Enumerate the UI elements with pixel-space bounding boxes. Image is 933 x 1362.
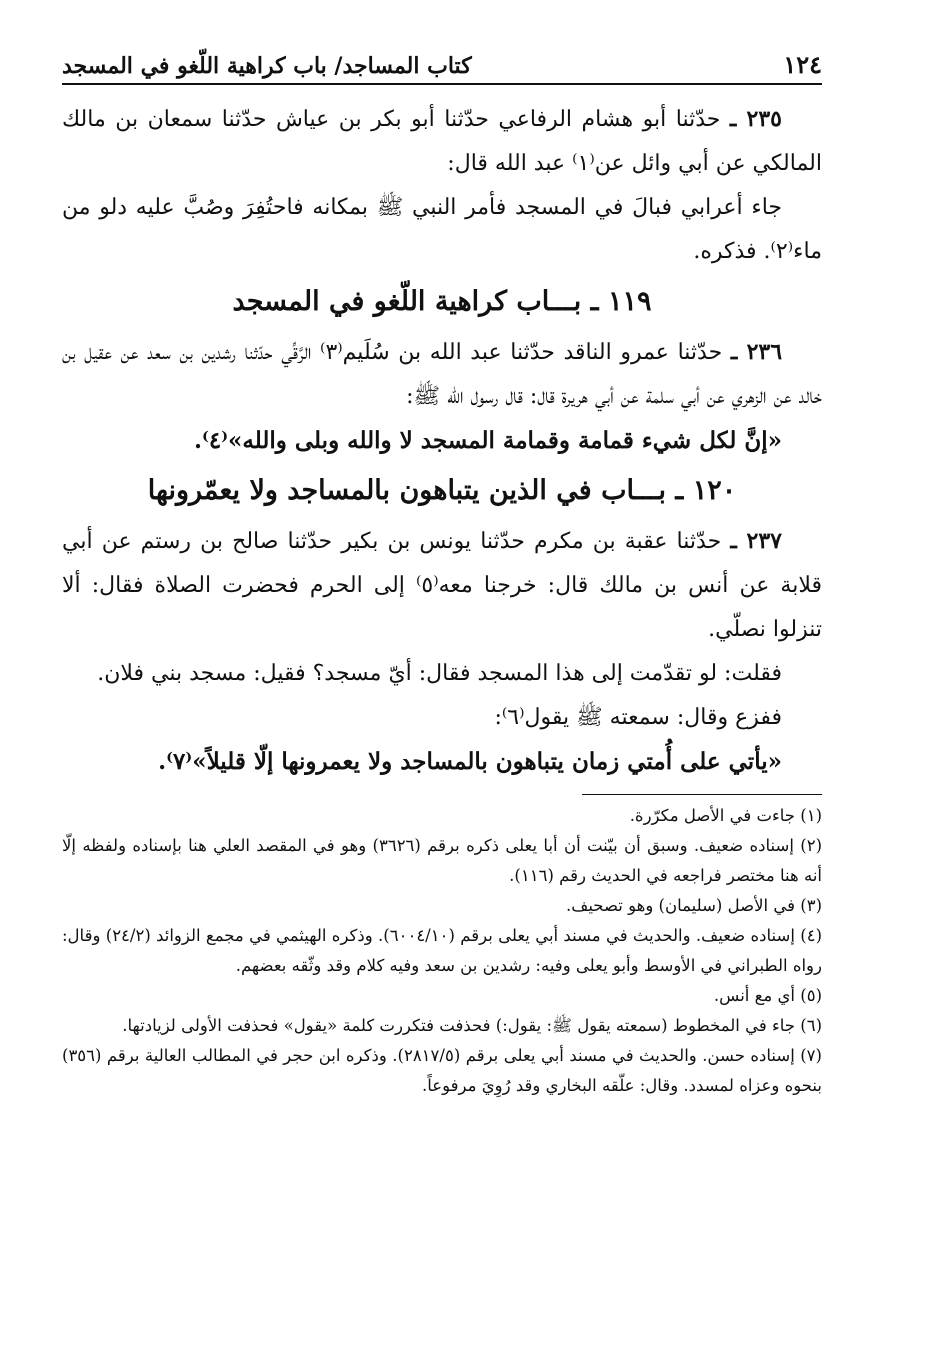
hadith-235-isnad: ٢٣٥ ـ حدّثنا أبو هشام الرفاعي حدّثنا أبو بكر بن عياش حدّثنا سمعان بن مالك المالكي عن أبي وائل عن⁽١⁾ عبد الله قال: <box>62 106 822 176</box>
footnotes <box>62 801 822 1101</box>
hadith-number: ٢٣٥ ـ <box>729 106 782 132</box>
footnote: (٧) إسناده حسن. والحديث في مسند أبي يعلى برقم (٢٨١٧/٥). وذكره ابن حجر في المطالب العالية برقم (٣٥٦) بنحوه وعزاه لمسدد. وقال: علّقه البخاري وقد رُوِيَ مرفوعاً. <box>62 1046 822 1095</box>
chapter-heading-119: ١١٩ ـ بـــاب كراهية اللّغو في المسجد <box>232 286 652 317</box>
hadith-number: ٢٣٧ ـ <box>730 528 782 554</box>
footnote-separator <box>582 794 822 795</box>
footnote: (٢) إسناده ضعيف. وسبق أن بيّنت أن أبا يعلى ذكره برقم (٣٦٢٦) وهو في المقصد العلي هنا بإسناده ولفظه إلّا أنه هنا مختصر فراجعه في الحديث رقم (١١٦). <box>62 836 823 885</box>
hadith-237-matn: «يأتي على أُمتي زمان يتباهون بالمساجد ولا يعمرونها إلّا قليلاً»⁽٧⁾. <box>158 748 782 775</box>
footnote: (٤) إسناده ضعيف. والحديث في مسند أبي يعلى برقم (٦٠٠٤/١٠). وذكره الهيثمي في مجمع الزوائد (٢٤/٢) وقال: رواه الطبراني في الأوسط وأبو يعلى وفيه: رشدين بن سعد وفيه كلام وقد وثّقه بعضهم. <box>62 926 822 975</box>
hadith-number: ٢٣٦ ـ <box>730 339 783 365</box>
footnote: (١) جاءت في الأصل مكرّرة. <box>629 806 822 825</box>
hadith-237-para: ففزع وقال: سمعته ﷺ يقول⁽٦⁾: <box>494 705 782 730</box>
hadith-236-matn: «إنَّ لكل شيء قمامة وقمامة المسجد لا والله وبلى والله»⁽٤⁾. <box>193 427 782 454</box>
running-header <box>62 50 822 85</box>
footnote: (٦) جاء في المخطوط (سمعته يقول ﷺ: يقول:) فحذفت فتكررت كلمة «يقول» فحذفت الأولى لزيادتها. <box>122 1016 822 1035</box>
hadith-237-para: فقلت: لو تقدّمت إلى هذا المسجد فقال: أيّ مسجد؟ فقيل: مسجد بني فلان. <box>97 661 782 686</box>
footnote: (٣) في الأصل (سليمان) وهو تصحيف. <box>566 896 822 915</box>
hadith-235-matn: جاء أعرابي فبالَ في المسجد فأمر النبي ﷺ بمكانه فاحتُفِرَ وصُبَّ عليه دلو من ماء⁽٢⁾. فذكره. <box>62 195 822 264</box>
hadith-236-isnad: ٢٣٦ ـ حدّثنا عمرو الناقد حدّثنا عبد الله بن سُلَيم⁽٣⁾ الرَّقِّي حدّثنا رشدين بن سعد عن عقيل بن خالد عن الزهري عن أبي سلمة عن أبي هريرة قال: قال رسول الله ﷺ: <box>62 339 822 409</box>
footnote: (٥) أي مع أنس. <box>713 986 822 1005</box>
main-text <box>62 97 822 784</box>
book-page <box>62 50 822 1101</box>
chapter-heading-120: ١٢٠ ـ بـــاب في الذين يتباهون بالمساجد ولا يعمّرونها <box>147 475 737 506</box>
running-title: كتاب المساجد/ باب كراهية اللّغو في المسجد <box>62 53 472 79</box>
hadith-237-isnad: ٢٣٧ ـ حدّثنا عقبة بن مكرم حدّثنا يونس بن بكير حدّثنا صالح بن رستم عن أبي قلابة عن أنس بن مالك قال: خرجنا معه⁽٥⁾ إلى الحرم فحضرت الصلاة فقال: ألا تنزلوا نصلّي. <box>62 528 822 642</box>
page-number: ١٢٤ <box>783 50 822 79</box>
